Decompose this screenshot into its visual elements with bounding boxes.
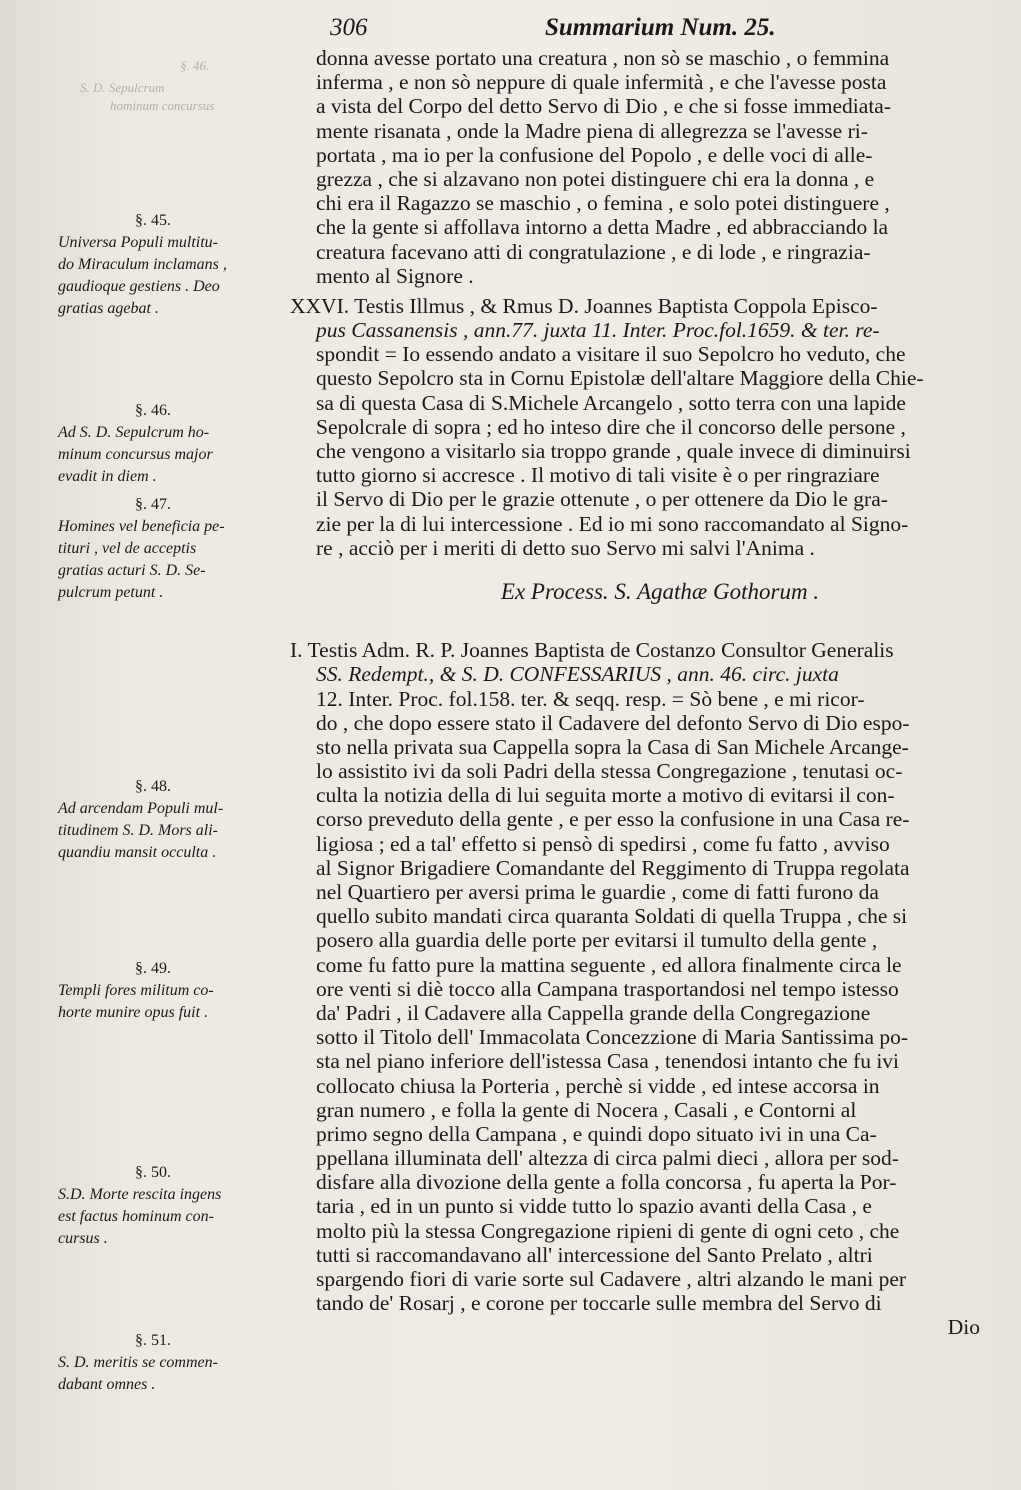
marginal-note-line: horte munire opus fuit . — [58, 1004, 209, 1021]
marginal-note-line: gaudioque gestiens . Deo — [58, 278, 220, 295]
text-line: sto nella privata sua Cappella sopra la Casa di San Michele Arcange- — [316, 734, 909, 759]
text-line: do , che dopo essere stato il Cadavere del defonto Servo di Dio espo- — [316, 710, 910, 735]
text-line: grezza , che si alzavano non potei distinguere chi era la donna , e — [316, 166, 875, 191]
text-line: tutto giorno si accresce . Il motivo di tali visite è o per ringraziare — [316, 463, 880, 488]
bleed-through-mark: hominum concursus — [110, 98, 215, 113]
marginal-note — [58, 400, 288, 488]
marginal-note-line: pulcrum petunt . — [58, 584, 164, 601]
marginal-note — [58, 210, 288, 320]
running-title: Summarium Num. 25. — [545, 14, 776, 41]
text-line: tutti si raccomandavano all' intercessione del Santo Prelato , altri — [316, 1242, 873, 1267]
text-line: il Servo di Dio per le grazie ottenute , o per ottenere da Dio le gra- — [316, 487, 888, 512]
section-heading: Ex Process. S. Agathæ Gothorum . — [500, 578, 820, 604]
text-line: ligiosa ; ed a tal' effetto si pensò di spedirsi , come fu fatto , avviso — [316, 831, 890, 856]
marginal-note-number: §. 49. — [135, 960, 171, 977]
text-line: pus Cassanensis , ann.77. juxta 11. Inter. Proc.fol.1659. & ter. re- — [316, 318, 880, 343]
text-line: sa di questa Casa di S.Michele Arcangelo , sotto terra con una lapide — [316, 390, 906, 415]
text-line: Sepolcrale di sopra ; ed ho inteso dire che il concorso delle persone , — [316, 414, 906, 439]
marginal-note — [58, 776, 288, 864]
page-number: 306 — [330, 14, 368, 41]
text-line: re , acciò per i meriti di detto suo Servo mi salvi l'Anima . — [316, 535, 815, 560]
text-line: al Signor Brigadiere Comandante del Reggimento di Truppa regolata — [316, 855, 910, 880]
marginal-note — [58, 1330, 288, 1396]
marginal-note-line: Universa Populi multitu- — [58, 234, 218, 251]
marginal-note-number: §. 51. — [135, 1332, 171, 1349]
text-line: I. Testis Adm. R. P. Joannes Baptista de Costanzo Consultor Generalis — [290, 638, 894, 663]
text-line: corso preveduto della gente , e per esso la confusione in una Casa re- — [316, 807, 910, 832]
marginal-note-number: §. 46. — [135, 402, 171, 419]
text-line: primo segno della Campana , e quindi dopo situato ivi in una Ca- — [316, 1121, 877, 1146]
text-line: che vengono a visitarlo sia troppo grande , quale invece di diminuirsi — [316, 439, 911, 463]
text-line: disfare alla divozione della gente a folla concorsa , fu aperta la Por- — [316, 1170, 897, 1195]
marginal-note-number: §. 47. — [135, 496, 171, 513]
marginal-note-line: gratias acturi S. D. Se- — [58, 562, 206, 579]
marginal-note-line: Templi fores militum co- — [58, 982, 214, 999]
marginal-note-line: dabant omnes . — [58, 1376, 156, 1393]
marginal-note-line: evadit in diem . — [58, 468, 157, 485]
continuation-paragraph — [290, 46, 990, 288]
text-line: tando de' Rosarj , e corone per toccarle sulle membra del Servo di — [316, 1291, 882, 1316]
text-line: portata , ma io per la confusione del Popolo , e delle voci di alle- — [316, 142, 873, 167]
text-line: mento al Signore . — [316, 263, 474, 288]
bleed-through-mark: S. D. Sepulcrum — [80, 80, 165, 95]
text-line: collocato chiusa la Porteria , perchè si vidde , ed intese accorsa in — [316, 1073, 880, 1098]
testis-26-paragraph — [290, 294, 990, 560]
marginal-note-line: cursus . — [58, 1230, 108, 1247]
text-line: come fu fatto pure la mattina seguente , ed allora finalmente circa le — [316, 952, 902, 977]
marginal-note-line: tituri , vel de acceptis — [58, 540, 197, 557]
text-line: sotto il Titolo dell' Immacolata Concezzione di Maria Santissima po- — [316, 1025, 909, 1050]
marginal-note-line: do Miraculum inclamans , — [58, 256, 227, 273]
text-line: che la gente si affollava intorno a detta Madre , ed abbracciando la — [316, 215, 889, 240]
marginal-note-line: Ad S. D. Sepulcrum ho- — [58, 424, 210, 441]
text-line: ppellana illuminata dell' altezza di circa palmi dieci , allora per sod- — [316, 1146, 899, 1171]
text-line: zie per la di lui intercessione . Ed io mi sono raccomandato al Signo- — [316, 511, 909, 536]
marginal-note — [58, 1162, 288, 1250]
text-line: mente risanata , onde la Madre piena di allegrezza se l'avesse ri- — [316, 118, 868, 143]
text-line: spondit = Io essendo andato a visitare il suo Sepolcro ho veduto, che — [316, 342, 906, 367]
testis-1-paragraph — [290, 638, 990, 1339]
text-line: a vista del Corpo del detto Servo di Dio , e che si fosse immediata- — [316, 94, 891, 119]
marginal-note-line: minum concursus major — [58, 446, 213, 463]
marginal-note — [58, 958, 288, 1024]
text-line: inferma , e non sò neppure di quale infermità , e che l'avesse posta — [316, 70, 887, 95]
marginal-note-line: S.D. Morte rescita ingens — [58, 1186, 222, 1203]
text-line: questo Sepolcro sta in Cornu Epistolæ dell'altare Maggiore della Chie- — [316, 366, 924, 391]
text-line: donna avesse portato una creatura , non sò se maschio , o femmina — [316, 46, 890, 70]
bleed-through-mark: §. 46. — [180, 58, 210, 73]
text-line: quello subito mandati circa quaranta Soldati di quella Truppa , che si — [316, 904, 908, 929]
page-header — [330, 14, 890, 44]
text-line: Dio — [947, 1315, 980, 1340]
text-line: da' Padri , il Cadavere alla Cappella grande della Congregazione — [316, 1000, 871, 1025]
text-line: molto più la stessa Congregazione ripieni di gente di ogni ceto , che — [316, 1218, 900, 1243]
text-line: gran numero , e folla la gente di Nocera , Casali , e Contorni al — [316, 1097, 857, 1122]
text-line: 12. Inter. Proc. fol.158. ter. & seqq. resp. = Sò bene , e mi ricor- — [316, 686, 865, 711]
text-line: creatura facevano atti di congratulazione , e di lode , e ringrazia- — [316, 239, 871, 264]
marginal-note-number: §. 50. — [135, 1164, 171, 1181]
text-line: lo assistito ivi da soli Padri della stessa Congregazione , tenutasi oc- — [316, 759, 903, 784]
marginal-note-line: titudinem S. D. Mors ali- — [58, 822, 218, 839]
marginal-note-line: S. D. meritis se commen- — [58, 1354, 218, 1371]
marginal-note-line: gratias agebat . — [58, 300, 159, 317]
text-line: nel Quartiero per aversi prima le guardie , come di fatti furono da — [316, 880, 879, 905]
text-line: taria , ed in un punto si vidde tutto lo spazio avanti della Casa , e — [316, 1194, 872, 1219]
text-line: culta la notizia della di lui seguita morte a motivo di evitarsi il con- — [316, 783, 895, 808]
marginal-note-number: §. 48. — [135, 778, 171, 795]
main-text — [290, 46, 990, 1340]
marginal-note-line: quandiu mansit occulta . — [58, 844, 217, 861]
text-line: spargendo fiori di varie sorte sul Cadavere , altri alzando le mani per — [316, 1267, 907, 1292]
marginal-note-line: est factus hominum con- — [58, 1208, 214, 1225]
marginal-note-line: Ad arcendam Populi mul- — [58, 800, 224, 817]
text-line: chi era il Ragazzo se maschio , o femina , e solo potei distinguere , — [316, 191, 890, 216]
text-line: posero alla guardia delle porte per evitarsi il tumulto della gente , — [316, 928, 878, 953]
text-line: sta nel piano inferiore dell'istessa Casa , tenendosi intanto che fu ivi — [316, 1049, 900, 1074]
text-line: SS. Redempt., & S. D. CONFESSARIUS , ann. 46. circ. juxta — [316, 662, 839, 687]
text-line: XXVI. Testis Illmus , & Rmus D. Joannes Baptista Coppola Episco- — [290, 293, 878, 318]
text-line: ore venti si diè tocco alla Campana trasportandosi nel tempo istesso — [316, 976, 899, 1001]
marginal-note-line: Homines vel beneficia pe- — [58, 518, 225, 535]
marginal-note-number: §. 45. — [135, 212, 171, 229]
marginal-note — [58, 494, 288, 604]
